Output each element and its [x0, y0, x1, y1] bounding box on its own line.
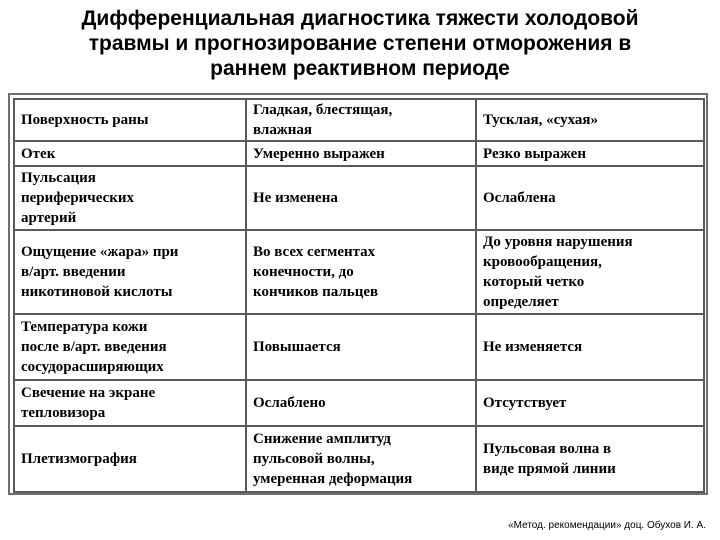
diagnosis-table-frame — [8, 93, 708, 495]
moderate-cell: Гладкая, блестящая, влажная — [246, 99, 476, 141]
table-row — [14, 141, 704, 166]
moderate-cell: Во всех сегментах конечности, до кончиков пальцев — [246, 230, 476, 314]
severe-cell: Отсутствует — [476, 380, 704, 426]
severe-cell: Резко выражен — [476, 141, 704, 166]
criterion-cell: Температура кожи после в/арт. введения сосудорасширяющих — [14, 314, 246, 380]
criterion-cell: Свечение на экране тепловизора — [14, 380, 246, 426]
table-row — [14, 166, 704, 230]
severe-cell: Не изменяется — [476, 314, 704, 380]
criterion-cell: Поверхность раны — [14, 99, 246, 141]
table-row — [14, 380, 704, 426]
moderate-cell: Умеренно выражен — [246, 141, 476, 166]
criterion-cell: Плетизмография — [14, 426, 246, 492]
table-row — [14, 99, 704, 141]
criterion-cell: Отек — [14, 141, 246, 166]
table-row — [14, 314, 704, 380]
moderate-cell: Ослаблено — [246, 380, 476, 426]
moderate-cell: Повышается — [246, 314, 476, 380]
criterion-cell: Пульсация периферических артерий — [14, 166, 246, 230]
severe-cell: Ослаблена — [476, 166, 704, 230]
diagnosis-table — [13, 98, 705, 493]
moderate-cell: Не изменена — [246, 166, 476, 230]
footer-citation: «Метод. рекомендации» доц. Обухов И. А. — [508, 520, 706, 531]
severe-cell: До уровня нарушения кровообращения, который четко определяет — [476, 230, 704, 314]
table-row — [14, 426, 704, 492]
moderate-cell: Снижение амплитуд пульсовой волны, умеренная деформация — [246, 426, 476, 492]
table-row — [14, 230, 704, 314]
slide-title: Дифференциальная диагностика тяжести холодовой травмы и прогнозирование степени отморожения в раннем реактивном периоде — [81, 7, 639, 80]
severe-cell: Тусклая, «сухая» — [476, 99, 704, 141]
criterion-cell: Ощущение «жара» при в/арт. введении никотиновой кислоты — [14, 230, 246, 314]
severe-cell: Пульсовая волна в виде прямой линии — [476, 426, 704, 492]
